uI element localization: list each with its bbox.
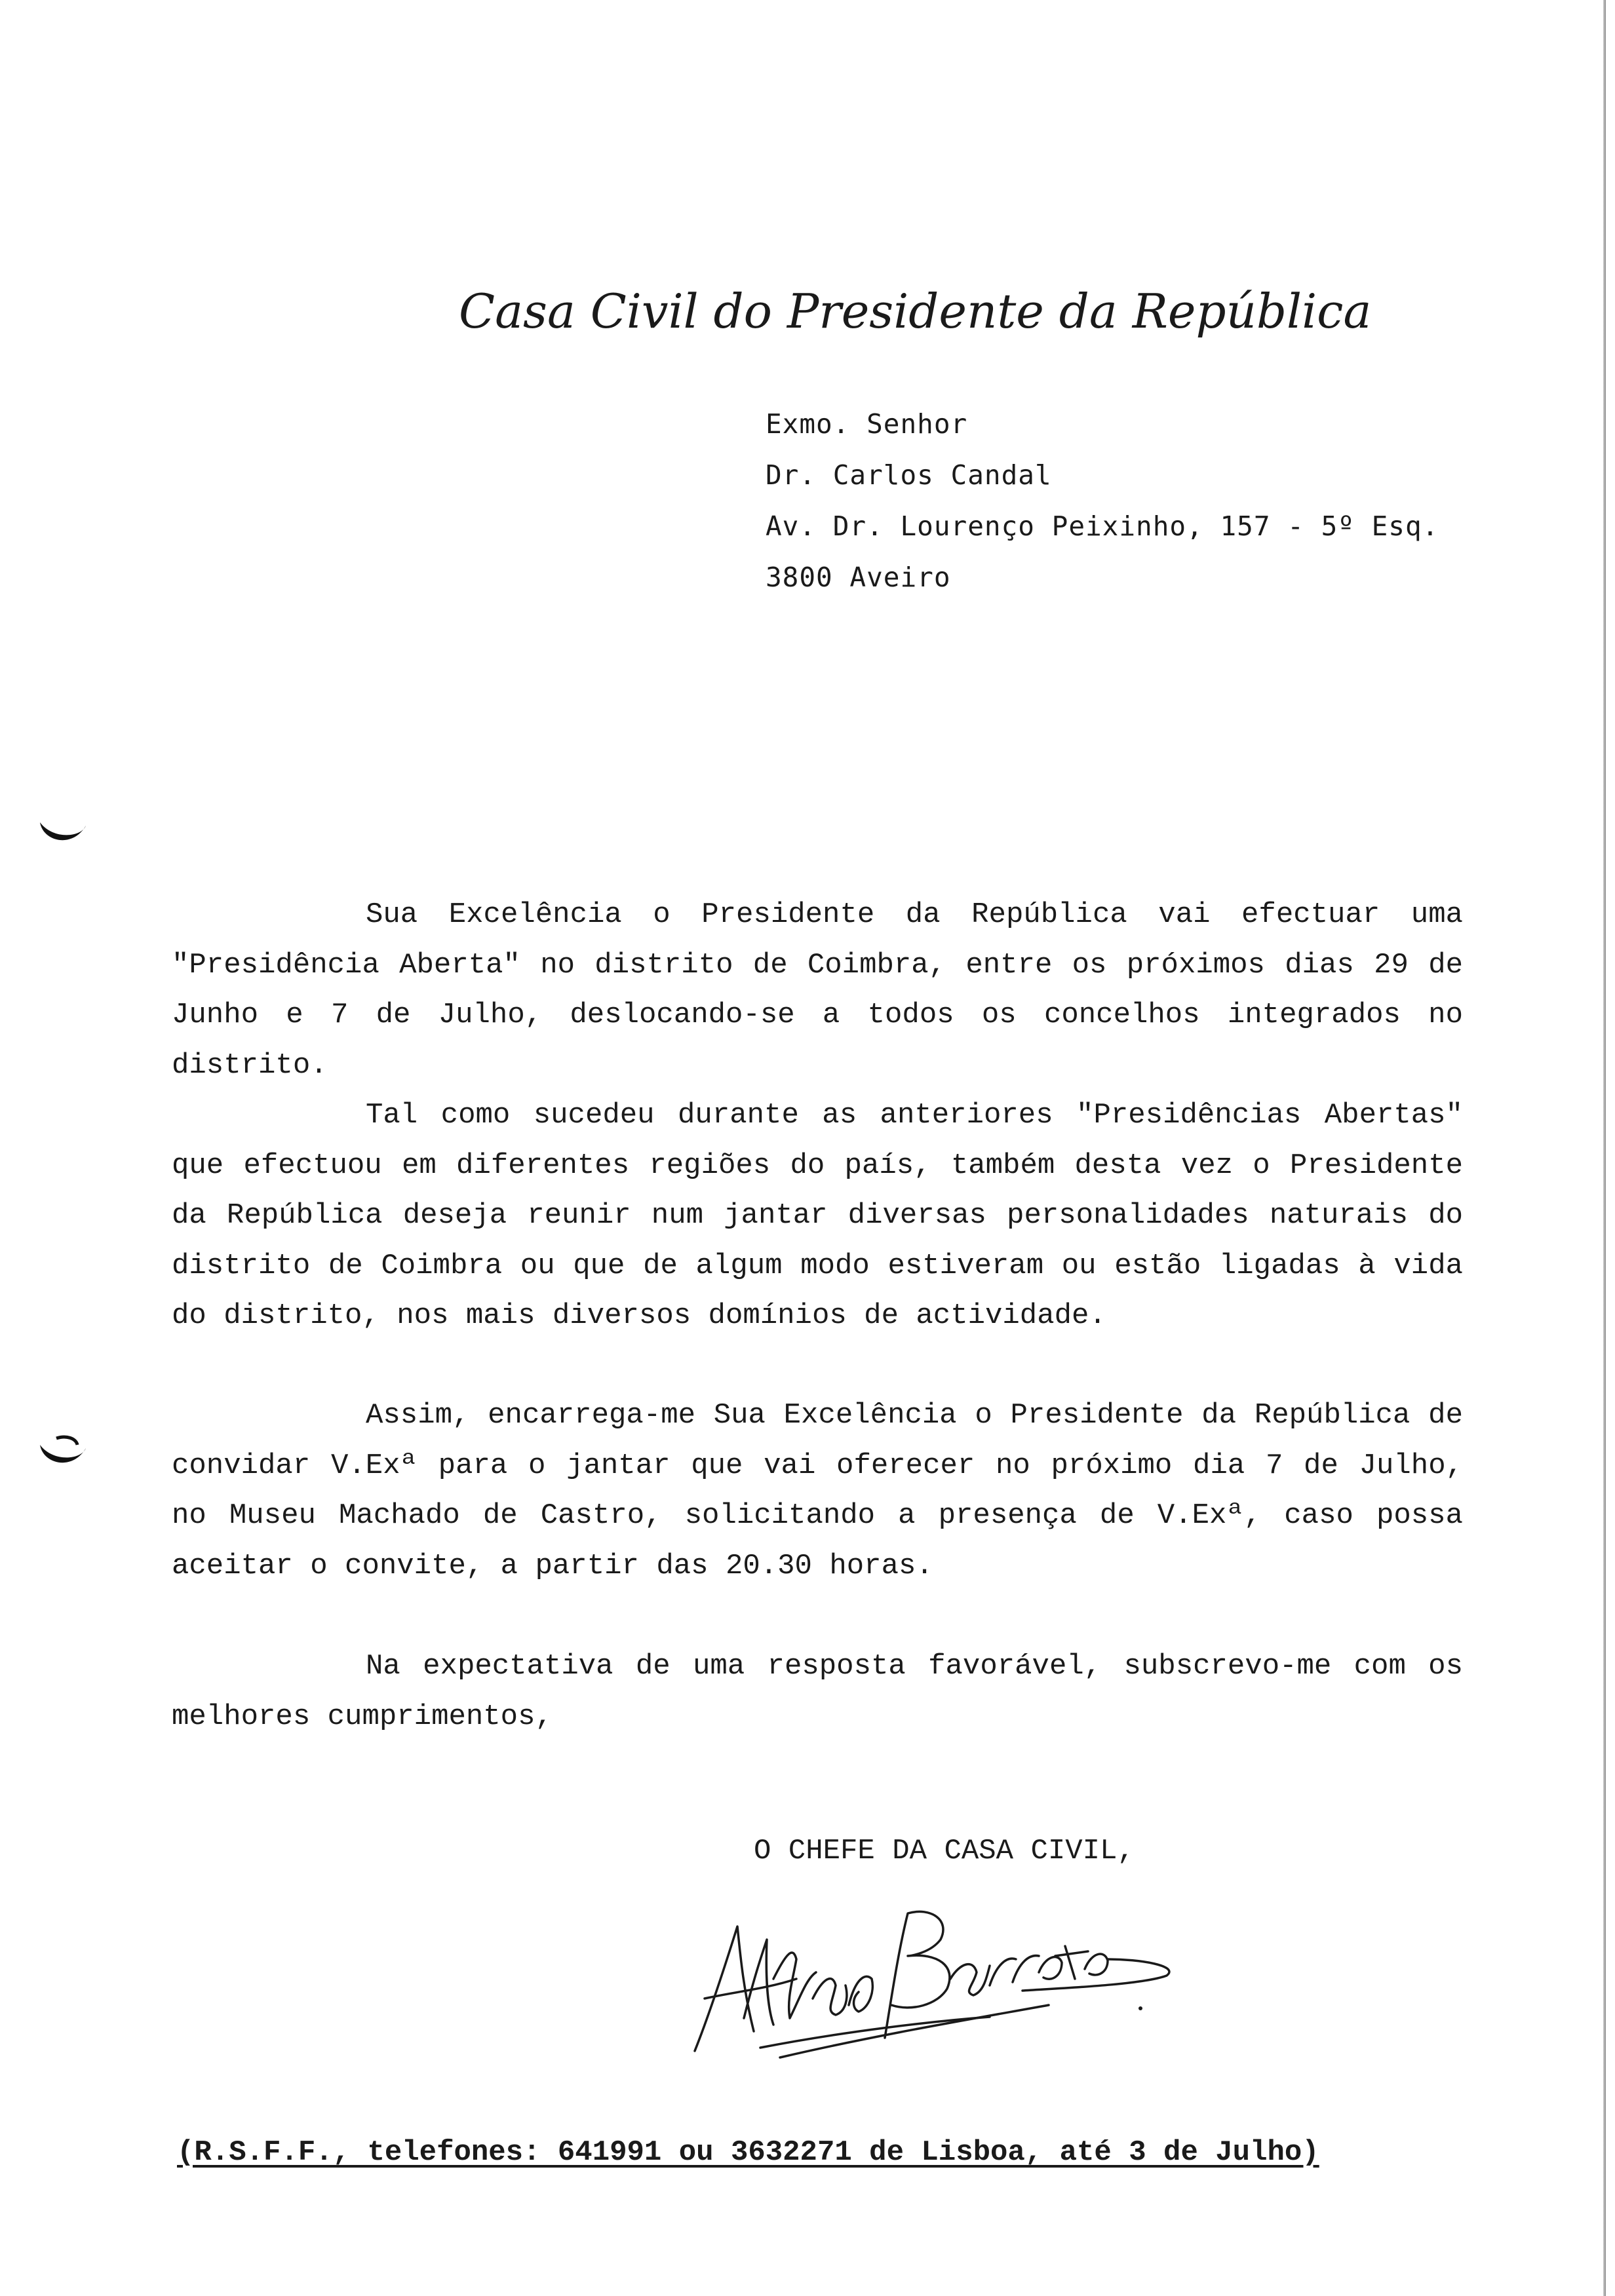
body-paragraph-1 [172, 890, 1463, 1090]
letterhead [459, 282, 1372, 347]
closing-title: O CHEFE DA CASA CIVIL, [754, 1835, 1135, 1867]
paragraph-text: Tal como sucedeu durante as anteriores "Presidências Abertas" que efectuou em diferentes regiões do país, também desta vez o Presidente da República deseja reunir num jantar diversas personalidades naturais do distrito de Coimbra ou que de algum modo estiveram ou estão ligadas à vida do distrito, nos mais diversos domínios de actividade. [172, 1099, 1463, 1332]
addressee-name: Dr. Carlos Candal [766, 459, 1052, 491]
footer-note: (R.S.F.F., telefones: 641991 ou 3632271 de Lisboa, até 3 de Julho) [177, 2136, 1319, 2169]
binder-hole-mark [37, 1435, 89, 1474]
addressee-street: Av. Dr. Lourenço Peixinho, 157 - 5º Esq. [766, 510, 1439, 542]
addressee-salutation: Exmo. Senhor [766, 408, 968, 440]
handwritten-signature [682, 1900, 1180, 2071]
addressee-city: 3800 Aveiro [766, 562, 951, 593]
body-paragraph-3 [172, 1390, 1463, 1591]
body-paragraph-4 [172, 1641, 1463, 1742]
letterhead-text: Casa Civil do Presidente da República [459, 284, 1372, 339]
binder-hole-mark [37, 813, 89, 852]
paragraph-text: Assim, encarrega-me Sua Excelência o Presidente da República de convidar V.Exª para o jantar que vai oferecer no próximo dia 7 de Julho, no Museu Machado de Castro, solicitando a presença de V.Exª, caso possa aceitar o convite, a partir das 20.30 horas. [172, 1399, 1463, 1582]
page-edge-shadow [1603, 0, 1606, 2296]
body-paragraph-2 [172, 1090, 1463, 1341]
paragraph-text: Na expectativa de uma resposta favorável, subscrevo-me com os melhores cumprimentos, [172, 1650, 1463, 1733]
addressee-block [766, 398, 1519, 603]
paragraph-text: Sua Excelência o Presidente da República vai efectuar uma "Presidência Aberta" no distrito de Coimbra, entre os próximos dias 29 de Junho e 7 de Julho, deslocando-se a todos os concelhos integrados no distrito. [172, 898, 1463, 1082]
